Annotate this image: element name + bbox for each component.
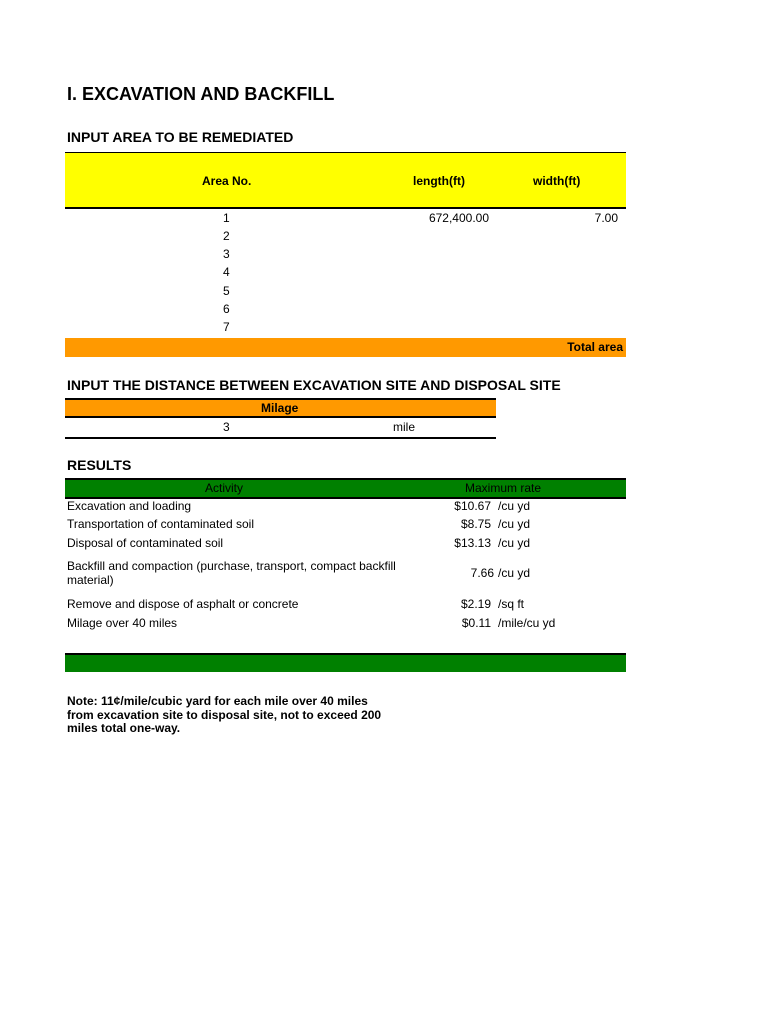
- area-row-no: 7: [223, 320, 230, 334]
- result-rate: $10.67: [454, 499, 491, 513]
- area-row-length[interactable]: 672,400.00: [428, 211, 489, 225]
- area-row-no: 5: [223, 284, 230, 298]
- result-unit: /cu yd: [498, 499, 531, 513]
- results-footer-bar: [65, 653, 626, 672]
- area-no-header: Area No.: [202, 174, 252, 188]
- result-activity: Milage over 40 miles: [67, 616, 178, 630]
- milage-header: Milage: [261, 401, 299, 415]
- area-row-no: 1: [223, 211, 230, 225]
- milage-unit: mile: [393, 420, 416, 434]
- result-rate: 7.66: [470, 566, 494, 580]
- result-unit: /cu yd: [498, 536, 531, 550]
- area-section-heading: INPUT AREA TO BE REMEDIATED: [67, 129, 294, 145]
- result-rate: $2.19: [460, 597, 491, 611]
- activity-header: Activity: [205, 481, 244, 495]
- result-activity: Backfill and compaction (purchase, transport, compact backfill material): [67, 559, 396, 587]
- result-activity: Disposal of contaminated soil: [67, 536, 224, 550]
- page-title: I. EXCAVATION AND BACKFILL: [67, 84, 335, 104]
- result-activity: Remove and dispose of asphalt or concrete: [67, 597, 299, 611]
- distance-section-heading: INPUT THE DISTANCE BETWEEN EXCAVATION SITE AND DISPOSAL SITE: [67, 377, 561, 393]
- note-text: Note: 11¢/mile/cubic yard for each mile over 40 miles from excavation site to disposal site, not to exceed 200 miles total one-way.: [67, 694, 382, 735]
- result-activity: Excavation and loading: [67, 499, 192, 513]
- area-row-width[interactable]: 7.00: [594, 211, 618, 225]
- result-rate: $0.11: [461, 616, 491, 630]
- rate-header: Maximum rate: [465, 481, 542, 495]
- area-row-no: 4: [223, 265, 230, 279]
- total-area-label: Total area: [567, 340, 623, 354]
- result-unit: /sq ft: [498, 597, 525, 611]
- width-header: width(ft): [533, 174, 581, 188]
- milage-value[interactable]: 3: [223, 420, 230, 434]
- result-rate: $13.13: [454, 536, 491, 550]
- length-header: length(ft): [413, 174, 465, 188]
- result-rate: $8.75: [460, 517, 491, 531]
- results-header-bar: [65, 478, 626, 499]
- result-activity: Transportation of contaminated soil: [67, 517, 254, 531]
- area-row-no: 2: [223, 229, 230, 243]
- result-unit: /cu yd: [498, 566, 531, 580]
- area-row-no: 3: [223, 247, 230, 261]
- area-row-no: 6: [223, 302, 230, 316]
- result-unit: /cu yd: [498, 517, 531, 531]
- result-unit: /mile/cu yd: [498, 616, 556, 630]
- results-section-heading: RESULTS: [67, 457, 132, 473]
- milage-bottom-border: [65, 437, 496, 439]
